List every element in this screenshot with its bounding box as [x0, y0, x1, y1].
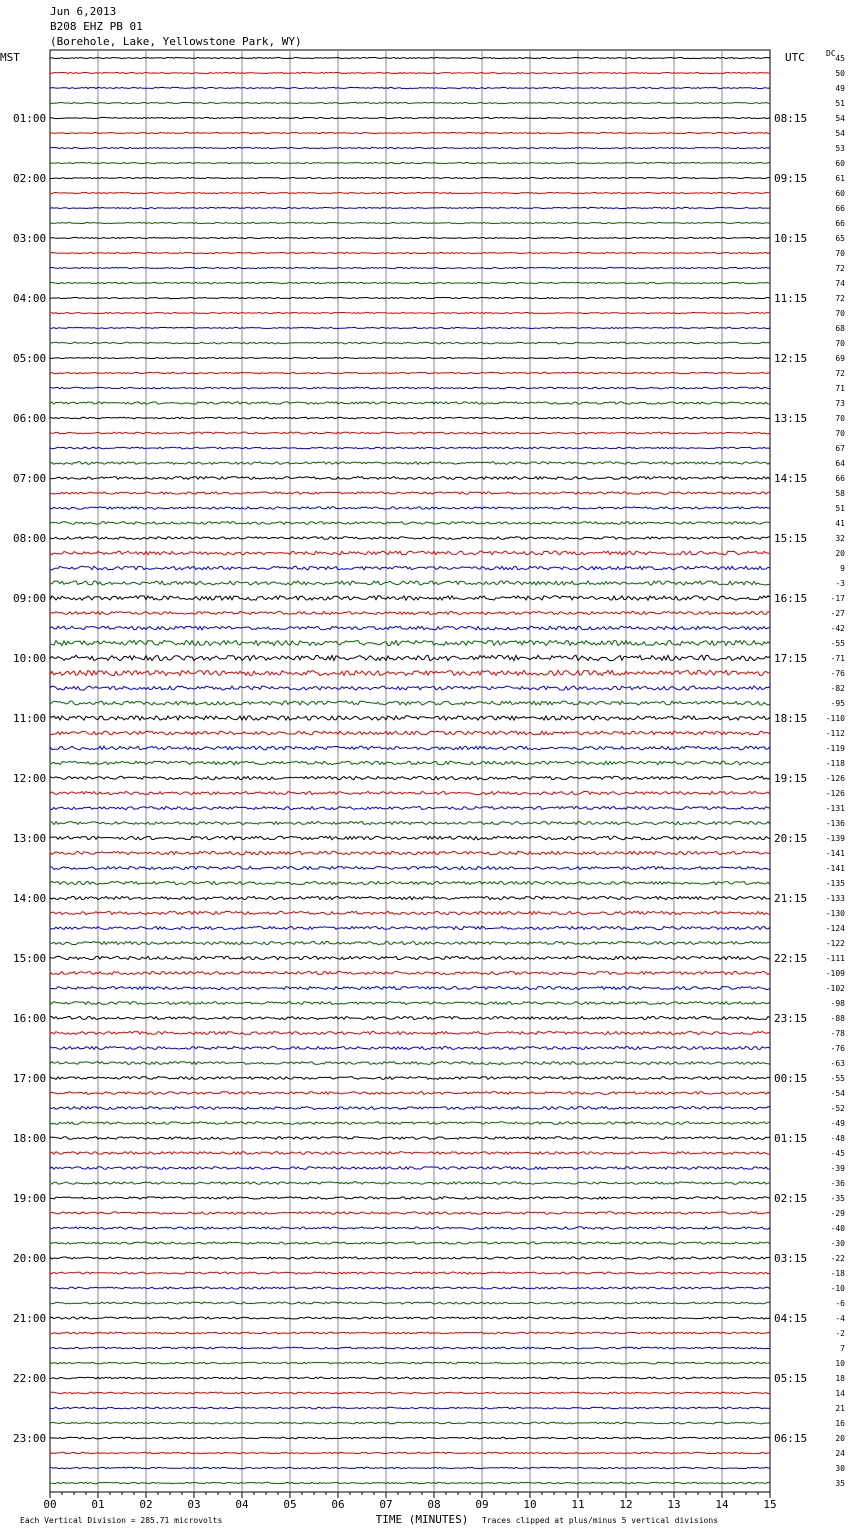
seismic-trace: [50, 716, 770, 720]
hour-label-utc: 11:15: [774, 292, 808, 305]
dc-offset-label: 45: [835, 54, 845, 63]
dc-offset-label: -133: [825, 894, 845, 903]
hour-label-mst: 02:00: [13, 172, 47, 185]
dc-offset-label: 9: [840, 564, 845, 573]
seismic-trace: [50, 57, 770, 58]
dc-offset-label: -111: [825, 954, 845, 963]
seismic-trace: [50, 686, 770, 690]
seismic-trace: [50, 1167, 770, 1170]
seismic-trace: [50, 1062, 770, 1065]
seismic-trace: [50, 1467, 770, 1468]
dc-offset-label: -54: [830, 1089, 845, 1098]
dc-offset-label: -76: [830, 1044, 845, 1053]
seismic-trace: [50, 655, 770, 661]
dc-offset-label: 51: [835, 99, 845, 108]
hour-label-utc: 19:15: [774, 772, 808, 785]
dc-offset-label: 74: [835, 279, 845, 288]
seismic-trace: [50, 1257, 770, 1259]
dc-offset-label: -141: [825, 864, 845, 873]
seismic-trace: [50, 87, 770, 88]
seismic-trace: [50, 971, 770, 974]
x-tick-label: 10: [523, 1498, 537, 1511]
date-label: Jun 6,2013: [50, 5, 117, 18]
dc-offset-label: 66: [835, 219, 845, 228]
dc-offset-label: 21: [835, 1404, 845, 1413]
seismic-trace: [50, 312, 770, 313]
hour-label-mst: 12:00: [13, 772, 47, 785]
hour-label-utc: 21:15: [774, 892, 808, 905]
dc-offset-label: -131: [825, 804, 845, 813]
seismic-trace: [50, 237, 770, 238]
dc-offset-label: 49: [835, 84, 845, 93]
seismic-trace: [50, 177, 770, 178]
seismic-trace: [50, 117, 770, 118]
seismic-trace: [50, 432, 770, 434]
dc-offset-label: -49: [830, 1119, 845, 1128]
plot-frame: [50, 50, 770, 1492]
seismic-trace: [50, 297, 770, 298]
dc-offset-label: -102: [825, 984, 845, 993]
hour-label-utc: 08:15: [774, 112, 808, 125]
dc-offset-label: 18: [835, 1374, 845, 1383]
hour-label-utc: 22:15: [774, 952, 808, 965]
seismic-trace: [50, 1482, 770, 1483]
seismic-trace: [50, 1452, 770, 1453]
dc-offset-label: 68: [835, 324, 845, 333]
seismic-trace: [50, 670, 770, 675]
dc-offset-label: 69: [835, 354, 845, 363]
seismic-trace: [50, 566, 770, 570]
hour-label-mst: 21:00: [13, 1312, 47, 1325]
dc-offset-label: -122: [825, 939, 845, 948]
dc-offset-label: -95: [830, 699, 845, 708]
seismic-trace: [50, 1392, 770, 1394]
seismic-trace: [50, 1407, 770, 1409]
dc-offset-label: 70: [835, 429, 845, 438]
dc-offset-label: 20: [835, 549, 845, 558]
dc-offset-label: 70: [835, 309, 845, 318]
hour-label-utc: 14:15: [774, 472, 808, 485]
dc-offset-label: 20: [835, 1434, 845, 1443]
seismic-trace: [50, 387, 770, 389]
x-tick-label: 11: [571, 1498, 585, 1511]
seismic-trace: [50, 537, 770, 540]
seismic-trace: [50, 252, 770, 253]
dc-offset-label: -2: [835, 1329, 845, 1338]
x-tick-label: 03: [187, 1498, 201, 1511]
hour-label-mst: 19:00: [13, 1192, 47, 1205]
dc-offset-label: -109: [825, 969, 845, 978]
dc-offset-label: -10: [830, 1284, 845, 1293]
dc-offset-label: 51: [835, 504, 845, 513]
seismic-trace: [50, 447, 770, 449]
dc-offset-label: 73: [835, 399, 845, 408]
hour-label-utc: 17:15: [774, 652, 808, 665]
dc-offset-label: -112: [825, 729, 845, 738]
seismic-trace: [50, 581, 770, 585]
x-tick-label: 04: [235, 1498, 249, 1511]
hour-label-mst: 09:00: [13, 592, 47, 605]
seismic-trace: [50, 222, 770, 223]
seismic-trace: [50, 881, 770, 884]
dc-offset-label: 65: [835, 234, 845, 243]
seismic-trace: [50, 911, 770, 914]
dc-offset-label: 24: [835, 1449, 845, 1458]
seismic-trace: [50, 1317, 770, 1319]
dc-offset-label: -18: [830, 1269, 845, 1278]
hour-label-utc: 16:15: [774, 592, 808, 605]
hour-label-mst: 13:00: [13, 832, 47, 845]
seismic-trace: [50, 462, 770, 465]
seismic-trace: [50, 357, 770, 358]
dc-offset-label: 10: [835, 1359, 845, 1368]
dc-offset-label: 70: [835, 249, 845, 258]
seismic-trace: [50, 342, 770, 344]
dc-offset-label: -130: [825, 909, 845, 918]
hour-label-utc: 13:15: [774, 412, 808, 425]
dc-offset-label: -17: [830, 594, 845, 603]
seismic-trace: [50, 1137, 770, 1140]
hour-label-mst: 23:00: [13, 1432, 47, 1445]
seismic-trace: [50, 1362, 770, 1364]
seismic-trace: [50, 1182, 770, 1184]
hour-label-utc: 12:15: [774, 352, 808, 365]
seismic-trace: [50, 507, 770, 509]
dc-offset-label: -55: [830, 1074, 845, 1083]
dc-offset-label: -76: [830, 669, 845, 678]
seismic-trace: [50, 282, 770, 283]
dc-offset-label: 54: [835, 129, 845, 138]
hour-label-mst: 10:00: [13, 652, 47, 665]
seismic-trace: [50, 1227, 770, 1229]
dc-offset-label: -55: [830, 639, 845, 648]
dc-offset-label: -39: [830, 1164, 845, 1173]
dc-offset-label: -88: [830, 1014, 845, 1023]
x-tick-label: 14: [715, 1498, 729, 1511]
seismic-trace: [50, 746, 770, 750]
dc-offset-label: 64: [835, 459, 845, 468]
seismic-trace: [50, 1047, 770, 1050]
dc-offset-label: 67: [835, 444, 845, 453]
seismic-trace: [50, 1422, 770, 1424]
seismic-trace: [50, 132, 770, 133]
dc-offset-label: -29: [830, 1209, 845, 1218]
dc-offset-label: 30: [835, 1464, 845, 1473]
dc-offset-label: -141: [825, 849, 845, 858]
vertical-division-note: Each Vertical Division = 285.71 microvolts: [20, 1516, 223, 1525]
dc-offset-label: -3: [835, 579, 845, 588]
x-tick-label: 02: [139, 1498, 153, 1511]
seismic-trace: [50, 492, 770, 494]
seismic-trace: [50, 1287, 770, 1289]
dc-offset-label: -82: [830, 684, 845, 693]
hour-label-mst: 04:00: [13, 292, 47, 305]
seismic-trace: [50, 1092, 770, 1095]
x-tick-label: 09: [475, 1498, 489, 1511]
seismic-trace: [50, 1212, 770, 1214]
dc-offset-label: 35: [835, 1479, 845, 1488]
dc-offset-label: -119: [825, 744, 845, 753]
seismic-trace: [50, 1077, 770, 1080]
hour-label-mst: 07:00: [13, 472, 47, 485]
mst-zone-label: MST: [0, 51, 20, 64]
dc-offset-label: 61: [835, 174, 845, 183]
dc-offset-label: -6: [835, 1299, 845, 1308]
seismic-trace: [50, 1377, 770, 1379]
seismic-trace: [50, 102, 770, 103]
dc-offset-label: -139: [825, 834, 845, 843]
dc-offset-label: -135: [825, 879, 845, 888]
seismic-trace: [50, 761, 770, 765]
seismic-trace: [50, 987, 770, 990]
station-label: B208 EHZ PB 01: [50, 20, 143, 33]
dc-offset-label: -35: [830, 1194, 845, 1203]
dc-header-label: DC: [826, 49, 836, 58]
seismic-trace: [50, 162, 770, 163]
dc-offset-label: 72: [835, 264, 845, 273]
seismic-trace: [50, 1272, 770, 1274]
seismic-trace: [50, 941, 770, 944]
seismic-trace: [50, 477, 770, 480]
dc-offset-label: 70: [835, 339, 845, 348]
x-axis-title: TIME (MINUTES): [375, 1513, 469, 1526]
hour-label-utc: 02:15: [774, 1192, 808, 1205]
x-tick-label: 05: [283, 1498, 297, 1511]
dc-offset-label: 71: [835, 384, 845, 393]
seismic-trace: [50, 807, 770, 810]
dc-offset-label: -42: [830, 624, 845, 633]
hour-label-utc: 06:15: [774, 1432, 808, 1445]
dc-offset-label: 60: [835, 189, 845, 198]
seismic-trace: [50, 956, 770, 959]
seismic-trace: [50, 147, 770, 148]
seismic-trace: [50, 372, 770, 373]
seismic-trace: [50, 1032, 770, 1035]
seismic-trace: [50, 836, 770, 840]
seismic-trace: [50, 626, 770, 630]
dc-offset-label: -27: [830, 609, 845, 618]
hour-label-mst: 15:00: [13, 952, 47, 965]
dc-offset-label: -40: [830, 1224, 845, 1233]
hour-label-mst: 14:00: [13, 892, 47, 905]
seismic-trace: [50, 640, 770, 645]
dc-offset-label: -124: [825, 924, 845, 933]
hour-label-mst: 08:00: [13, 532, 47, 545]
seismic-trace: [50, 791, 770, 794]
hour-label-utc: 04:15: [774, 1312, 808, 1325]
seismic-trace: [50, 1332, 770, 1334]
seismic-trace: [50, 596, 770, 600]
seismic-trace: [50, 612, 770, 615]
dc-offset-label: -4: [835, 1314, 845, 1323]
x-tick-label: 12: [619, 1498, 633, 1511]
dc-offset-label: 66: [835, 474, 845, 483]
dc-offset-label: -126: [825, 789, 845, 798]
dc-offset-label: -98: [830, 999, 845, 1008]
dc-offset-label: 58: [835, 489, 845, 498]
seismic-trace: [50, 822, 770, 825]
dc-offset-label: -36: [830, 1179, 845, 1188]
seismic-trace: [50, 731, 770, 735]
hour-label-mst: 05:00: [13, 352, 47, 365]
seismic-trace: [50, 192, 770, 193]
hour-label-mst: 17:00: [13, 1072, 47, 1085]
seismic-trace: [50, 1197, 770, 1199]
x-tick-label: 01: [91, 1498, 105, 1511]
dc-offset-label: 70: [835, 414, 845, 423]
dc-offset-label: 7: [840, 1344, 845, 1353]
seismic-trace: [50, 851, 770, 854]
hour-label-utc: 03:15: [774, 1252, 808, 1265]
x-tick-label: 00: [43, 1498, 57, 1511]
hour-label-mst: 16:00: [13, 1012, 47, 1025]
hour-label-mst: 18:00: [13, 1132, 47, 1145]
seismic-trace: [50, 207, 770, 208]
seismic-trace: [50, 896, 770, 899]
dc-offset-label: 14: [835, 1389, 845, 1398]
x-tick-label: 07: [379, 1498, 393, 1511]
dc-offset-label: 66: [835, 204, 845, 213]
hour-label-utc: 01:15: [774, 1132, 808, 1145]
seismic-trace: [50, 327, 770, 328]
x-tick-label: 06: [331, 1498, 345, 1511]
seismic-trace: [50, 1437, 770, 1439]
utc-zone-label: UTC: [785, 51, 805, 64]
dc-offset-label: 50: [835, 69, 845, 78]
seismic-trace: [50, 267, 770, 268]
dc-offset-label: -118: [825, 759, 845, 768]
seismic-trace: [50, 417, 770, 419]
seismic-trace: [50, 402, 770, 404]
dc-offset-label: -78: [830, 1029, 845, 1038]
hour-label-mst: 22:00: [13, 1372, 47, 1385]
dc-offset-label: -52: [830, 1104, 845, 1113]
seismic-trace: [50, 1302, 770, 1304]
seismic-trace: [50, 522, 770, 525]
dc-offset-label: 53: [835, 144, 845, 153]
dc-offset-label: -48: [830, 1134, 845, 1143]
seismic-trace: [50, 551, 770, 555]
seismic-trace: [50, 1347, 770, 1349]
dc-offset-label: 16: [835, 1419, 845, 1428]
x-tick-label: 08: [427, 1498, 441, 1511]
dc-offset-label: -110: [825, 714, 845, 723]
seismic-trace: [50, 1152, 770, 1155]
dc-offset-label: -71: [830, 654, 845, 663]
dc-offset-label: -136: [825, 819, 845, 828]
seismic-trace: [50, 926, 770, 929]
dc-offset-label: -22: [830, 1254, 845, 1263]
seismic-trace: [50, 1107, 770, 1110]
x-tick-label: 15: [763, 1498, 777, 1511]
seismic-trace: [50, 776, 770, 779]
seismic-trace: [50, 866, 770, 869]
dc-offset-label: -45: [830, 1149, 845, 1158]
hour-label-utc: 00:15: [774, 1072, 808, 1085]
dc-offset-label: 72: [835, 369, 845, 378]
hour-label-mst: 11:00: [13, 712, 47, 725]
seismic-trace: [50, 1122, 770, 1125]
dc-offset-label: -126: [825, 774, 845, 783]
hour-label-utc: 09:15: [774, 172, 808, 185]
hour-label-mst: 06:00: [13, 412, 47, 425]
dc-offset-label: 54: [835, 114, 845, 123]
clipping-note: Traces clipped at plus/minus 5 vertical divisions: [482, 1516, 719, 1525]
dc-offset-label: 41: [835, 519, 845, 528]
hour-label-mst: 03:00: [13, 232, 47, 245]
seismic-trace: [50, 72, 770, 73]
hour-label-utc: 23:15: [774, 1012, 808, 1025]
hour-label-utc: 15:15: [774, 532, 808, 545]
hour-label-utc: 18:15: [774, 712, 808, 725]
hour-label-utc: 10:15: [774, 232, 808, 245]
dc-offset-label: 32: [835, 534, 845, 543]
hour-label-mst: 20:00: [13, 1252, 47, 1265]
dc-offset-label: 72: [835, 294, 845, 303]
seismic-trace: [50, 1002, 770, 1005]
x-tick-label: 13: [667, 1498, 681, 1511]
dc-offset-label: 60: [835, 159, 845, 168]
hour-label-utc: 20:15: [774, 832, 808, 845]
seismic-trace: [50, 1017, 770, 1020]
seismic-trace: [50, 701, 770, 705]
dc-offset-label: -63: [830, 1059, 845, 1068]
location-label: (Borehole, Lake, Yellowstone Park, WY): [50, 35, 302, 48]
hour-label-utc: 05:15: [774, 1372, 808, 1385]
hour-label-mst: 01:00: [13, 112, 47, 125]
dc-offset-label: -30: [830, 1239, 845, 1248]
seismic-trace: [50, 1242, 770, 1244]
